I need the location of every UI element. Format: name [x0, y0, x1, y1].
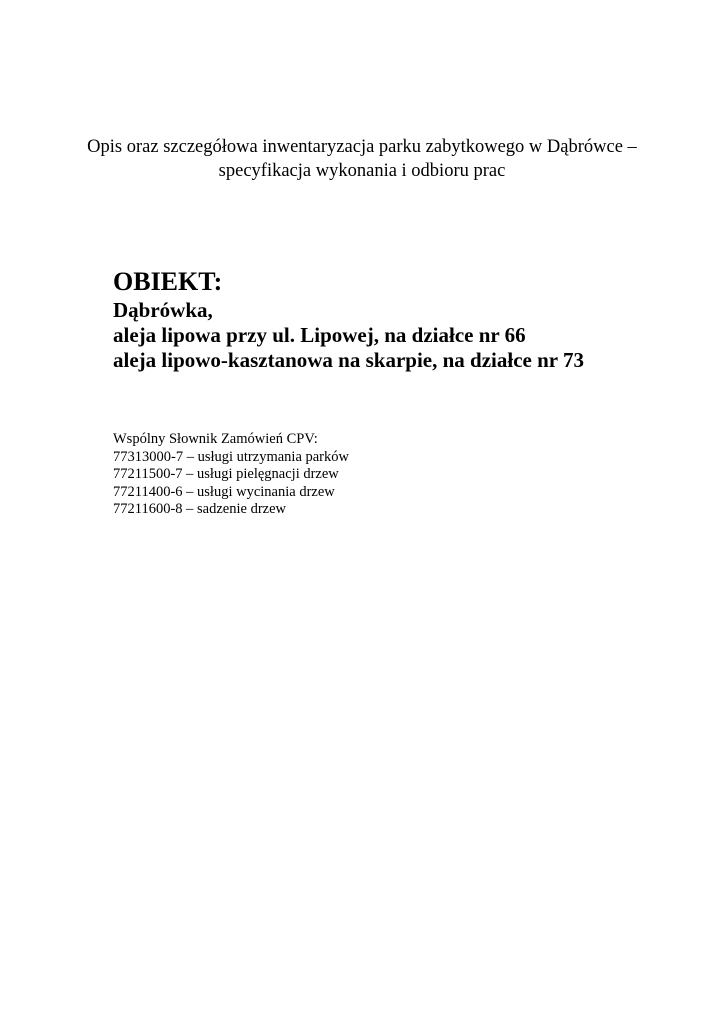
- object-location: Dąbrówka,: [113, 298, 213, 322]
- object-line-alley-2: aleja lipowo-kasztanowa na skarpie, na działce nr 73: [113, 348, 584, 372]
- object-line-alley-1: aleja lipowa przy ul. Lipowej, na działce nr 66: [113, 323, 526, 347]
- object-label: OBIEKT:: [113, 267, 223, 296]
- cpv-item: 77211500-7 – usługi pielęgnacji drzew: [113, 466, 339, 482]
- cpv-item: 77211400-6 – usługi wycinania drzew: [113, 483, 335, 500]
- cpv-heading: Wspólny Słownik Zamówień CPV:: [113, 431, 318, 447]
- cpv-item: 77313000-7 – usługi utrzymania parków: [113, 448, 349, 465]
- object-section: [113, 266, 693, 373]
- cpv-section: [113, 431, 673, 519]
- cpv-item: 77211600-8 – sadzenie drzew: [113, 501, 287, 517]
- document-title: [40, 135, 684, 183]
- title-line-1: Opis oraz szczegółowa inwentaryzacja parku zabytkowego w Dąbrówce –: [87, 137, 637, 157]
- title-line-2: specyfikacja wykonania i odbioru prac: [218, 161, 506, 181]
